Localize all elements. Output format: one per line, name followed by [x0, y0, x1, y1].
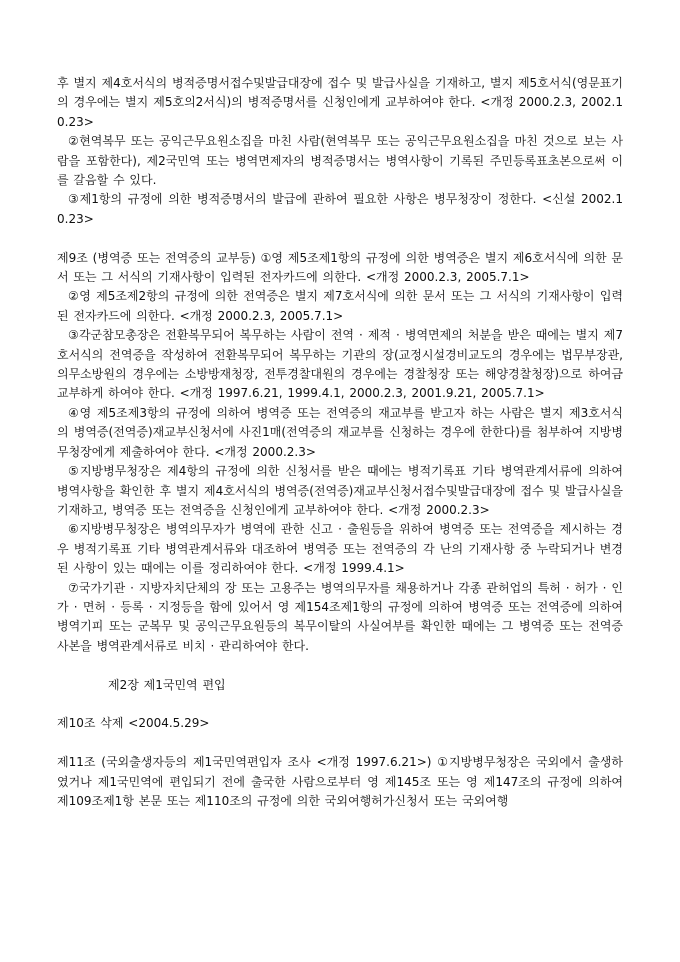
article-9-clause-6-paragraph: ⑥지방병무청장은 병역의무자가 병역에 관한 신고 · 출원등을 위하여 병역증 또는 전역증을 제시하는 경우 병적기록표 기타 병역관계서류와 대조하여 병역증 또는 전역증의 각 난의 기재사항 중 누락되거나 변경된 사항이 있는 때에는 이를 정리하여야 한다. <개정 1999.4.1>: [57, 522, 623, 576]
clause-2-paragraph: ②현역복무 또는 공익근무요원소집을 마친 사람(현역복무 또는 공익근무요원소집을 마친 것으로 보는 사람을 포함한다), 제2국민역 또는 병역면제자의 병적증명서는 병역사항이 기록된 주민등록표초본으로써 이를 갈음할 수 있다.: [57, 134, 623, 188]
page-continuation-paragraph: 후 별지 제4호서식의 병적증명서접수및발급대장에 접수 및 발급사실을 기재하고, 별지 제5호서식(영문표기의 경우에는 별지 제5호의2서식)의 병적증명서를 신청인에게 교부하여야 한다. <개정 2000.2.3, 2002.10.23>: [57, 76, 623, 129]
clause-3-paragraph: ③제1항의 규정에 의한 병적증명서의 발급에 관하여 필요한 사항은 병무청장이 정한다. <신설 2002.10.23>: [57, 192, 623, 226]
chapter-2-heading: 제2장 제1국민역 편입: [108, 677, 226, 692]
article-9-paragraph: 제9조 (병역증 또는 전역증의 교부등) ①영 제5조제1항의 규정에 의한 병역증은 별지 제6호서식에 의한 문서 또는 그 서식의 기재사항이 입력된 전자카드에 의한다. <개정 2000.2.3, 2005.7.1>: [57, 250, 623, 285]
article-9-clause-4-paragraph: ④영 제5조제3항의 규정에 의하여 병역증 또는 전역증의 재교부를 받고자 하는 사람은 별지 제3호서식의 병역증(전역증)재교부신청서에 사진1매(전역증의 재교부를 신청하는 경우에 한한다)를 첨부하여 지방병무청장에게 제출하여야 한다. <개정 2000.2.3>: [57, 405, 623, 459]
article-9-clause-5-paragraph: ⑤지방병무청장은 제4항의 규정에 의한 신청서를 받은 때에는 병적기록표 기타 병역관계서류에 의하여 병역사항을 확인한 후 별지 제4호서식의 병역증(전역증)재교부신청서접수및발급대장에 접수 및 발급사실을 기재하고, 병역증 또는 전역증을 신청인에게 교부하여야 한다. <개정 2000.2.3>: [57, 464, 623, 517]
article-9-clause-7-paragraph: ⑦국가기관 · 지방자치단체의 장 또는 고용주는 병역의무자를 채용하거나 각종 관허업의 특허 · 허가 · 인가 · 면허 · 등록 · 지정등을 함에 있어서 영 제154조제1항의 규정에 의하여 병역증 또는 전역증에 의하여 병역기피 또는 군복무 및 공익근무요원등의 복무이탈의 사실여부를 확인한 때에는 그 병역증 또는 전역증 사본을 병역관계서류로 비치 · 관리하여야 한다.: [57, 580, 623, 653]
article-10-paragraph: 제10조 삭제 <2004.5.29>: [57, 716, 210, 731]
article-9-clause-3-paragraph: ③각군참모총장은 전환복무되어 복무하는 사람이 전역 · 제적 · 병역면제의 처분을 받은 때에는 별지 제7호서식의 전역증을 작성하여 전환복무되어 복무하는 기관의 장(교정시설경비교도의 경우에는 법무부장관, 의무소방원의 경우에는 소방방재청장, 전투경찰대원의 경우에는 경찰청장 또는 해양경찰청장)으로 하여금 교부하게 하여야 한다. <개정 1997.6.21, 1999.4.1, 2000.2.3, 2001.9.21, 2005.7.1>: [57, 328, 623, 401]
article-9-clause-2-paragraph: ②영 제5조제2항의 규정에 의한 전역증은 별지 제7호서식에 의한 문서 또는 그 서식의 기재사항이 입력된 전자카드에 의한다. <개정 2000.2.3, 2005.7.1>: [57, 289, 623, 323]
article-11-paragraph: 제11조 (국외출생자등의 제1국민역편입자 조사 <개정 1997.6.21>) ①지방병무청장은 국외에서 출생하였거나 제1국민역에 편입되기 전에 출국한 사람으로부터 영 제145조 또는 영 제147조의 규정에 의하여 제109조제1항 본문 또는 제110조의 규정에 의한 국외여행허가신청서 또는 국외여행: [57, 755, 623, 808]
document-page: [57, 74, 623, 811]
